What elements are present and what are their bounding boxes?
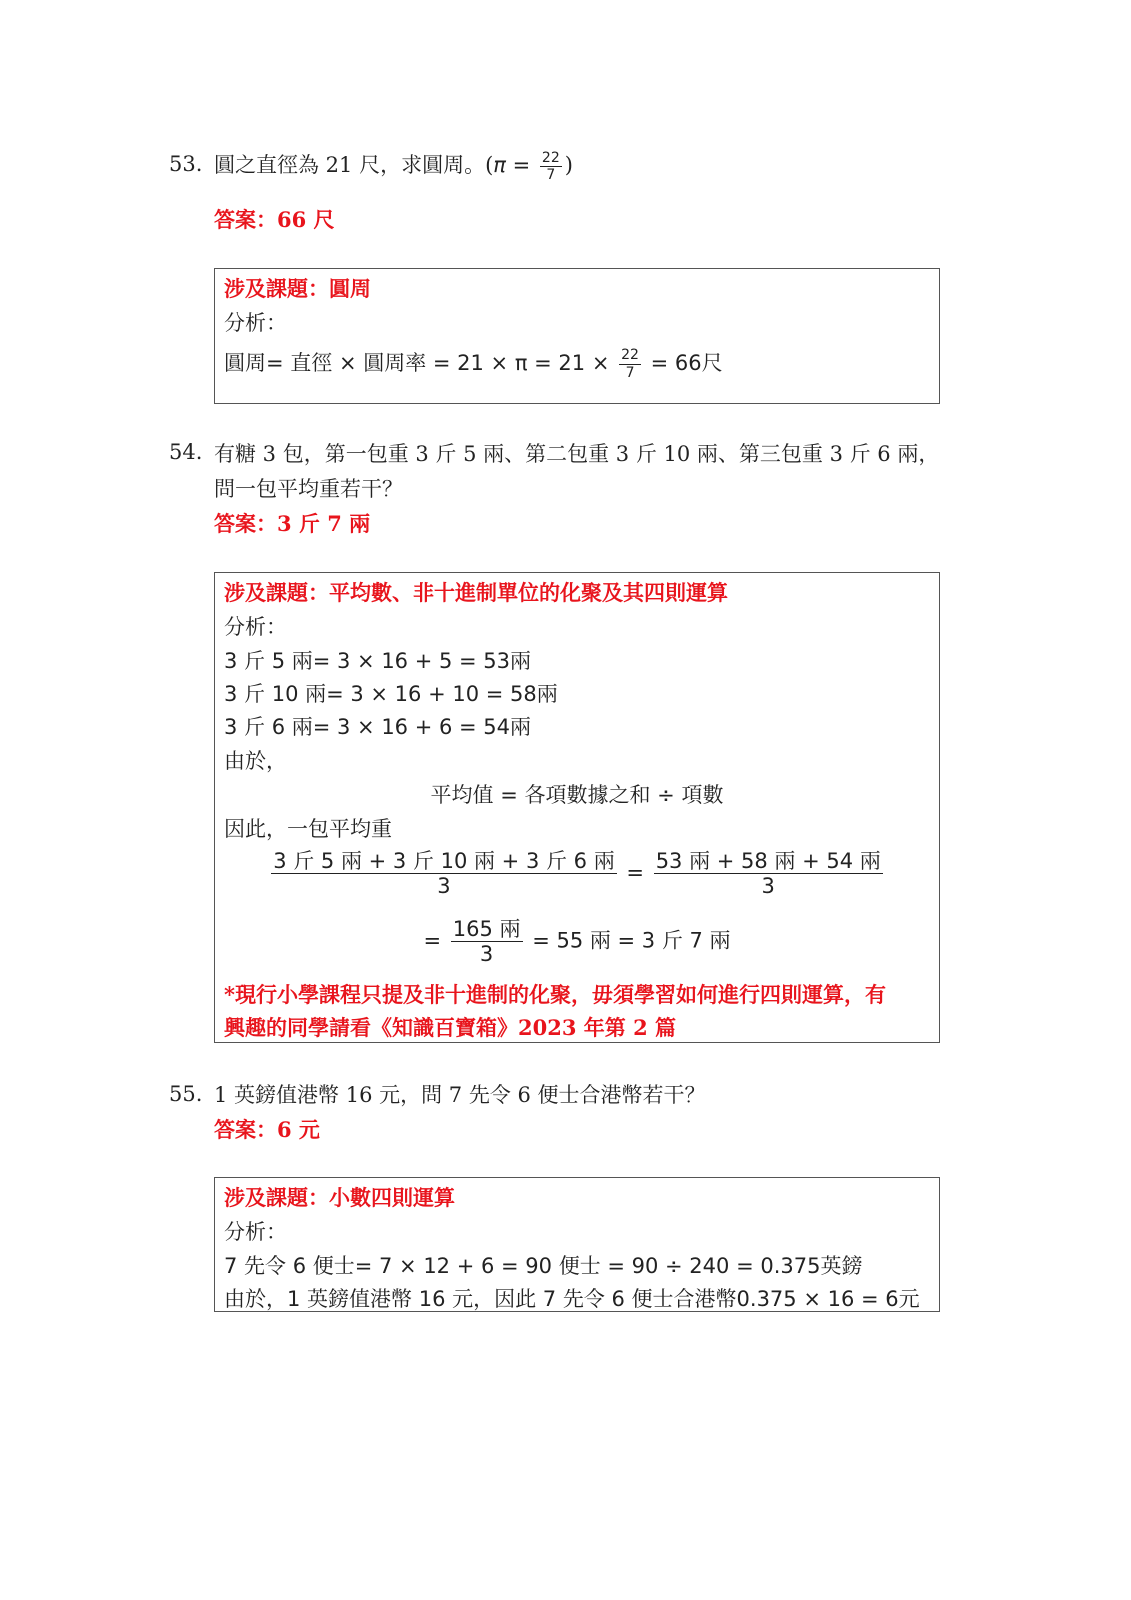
- analysis-box-54: [214, 572, 940, 1043]
- circumference-formula-lhs: 圓周= 直徑 × 圓周率 = 21 × π = 21 ×: [224, 351, 610, 375]
- total-fraction-denominator: 3: [479, 942, 494, 967]
- taels-fraction-denominator: 3: [761, 874, 775, 899]
- circumference-fraction: [619, 347, 641, 380]
- currency-conversion-line-2: 由於，1 英鎊值港幣 16 元，因此 7 先令 6 便士合港幣0.375 × 16 = 6元: [224, 1287, 920, 1311]
- pi-symbol: π: [493, 153, 506, 177]
- conversion-line-2: 3 斤 10 兩= 3 × 16 + 10 = 58兩: [224, 682, 558, 706]
- average-calculation-row-1: [215, 849, 939, 898]
- average-formula: 平均值 = 各項數據之和 ÷ 項數: [430, 783, 724, 807]
- since-label: 由於，: [224, 749, 287, 773]
- question-53-answer: 答案：66 尺: [214, 207, 335, 232]
- average-calculation-row-2: [215, 917, 939, 966]
- question-54-text-line2: 問一包平均重若干？: [214, 477, 403, 501]
- circumference-formula: [224, 347, 723, 381]
- question-53-number: 53.: [169, 152, 203, 176]
- analysis-label-54: 分析：: [224, 615, 287, 639]
- taels-fraction-numerator: 53 兩 + 58 兩 + 54 兩: [655, 849, 881, 873]
- question-55-number: 55.: [169, 1082, 203, 1106]
- total-fraction-numerator: 165 兩: [452, 917, 521, 941]
- question-54-number: 54.: [169, 440, 203, 464]
- taels-fraction: [654, 849, 883, 898]
- pi-fraction: [540, 150, 562, 183]
- question-54-text-line1: 有糖 3 包，第一包重 3 斤 5 兩、第二包重 3 斤 10 兩、第三包重 3 斤 6 兩，: [214, 442, 940, 466]
- pi-fraction-denominator: 7: [546, 167, 556, 183]
- curriculum-note-line2: 興趣的同學請看《知識百寶箱》2023 年第 2 篇: [224, 1015, 676, 1040]
- circumference-fraction-numerator: 22: [621, 347, 639, 364]
- pi-fraction-numerator: 22: [541, 149, 560, 166]
- analysis-label-53: 分析：: [224, 311, 287, 335]
- average-result: = 55 兩 = 3 斤 7 兩: [532, 928, 731, 953]
- equals-sign-2: =: [423, 928, 442, 953]
- therefore-label: 因此，一包平均重: [224, 817, 392, 841]
- topic-heading-54: 涉及課題：平均數、非十進制單位的化聚及其四則運算: [224, 580, 728, 605]
- sum-fraction: [271, 849, 617, 898]
- question-55-answer: 答案：6 元: [214, 1117, 320, 1142]
- question-53-statement: 圓之直徑為 21 尺，求圓周。(: [214, 153, 494, 177]
- curriculum-note-line1: *現行小學課程只提及非十進制的化聚，毋須學習如何進行四則運算，有: [224, 982, 886, 1007]
- close-paren: ): [564, 153, 573, 177]
- sum-fraction-denominator: 3: [437, 874, 451, 899]
- question-53-text: [214, 148, 573, 183]
- analysis-box-55: [214, 1177, 940, 1312]
- equals-sign-1: =: [626, 860, 644, 885]
- topic-heading-53: 涉及課題：圓周: [224, 276, 371, 301]
- sum-fraction-numerator: 3 斤 5 兩 + 3 斤 10 兩 + 3 斤 6 兩: [273, 849, 615, 873]
- question-55-text: 1 英鎊值港幣 16 元，問 7 先令 6 便士合港幣若干？: [214, 1083, 706, 1107]
- analysis-label-55: 分析：: [224, 1220, 287, 1244]
- analysis-box-53: [214, 268, 940, 404]
- circumference-fraction-denominator: 7: [625, 364, 635, 381]
- conversion-line-1: 3 斤 5 兩= 3 × 16 + 5 = 53兩: [224, 649, 532, 673]
- question-54-answer: 答案：3 斤 7 兩: [214, 511, 371, 536]
- equals-sign: =: [512, 153, 531, 177]
- topic-heading-55: 涉及課題：小數四則運算: [224, 1185, 455, 1210]
- conversion-line-3: 3 斤 6 兩= 3 × 16 + 6 = 54兩: [224, 715, 532, 739]
- circumference-formula-rhs: = 66尺: [650, 351, 723, 375]
- currency-conversion-line-1: 7 先令 6 便士= 7 × 12 + 6 = 90 便士 = 90 ÷ 240 = 0.375英鎊: [224, 1254, 863, 1278]
- total-fraction: [451, 917, 523, 966]
